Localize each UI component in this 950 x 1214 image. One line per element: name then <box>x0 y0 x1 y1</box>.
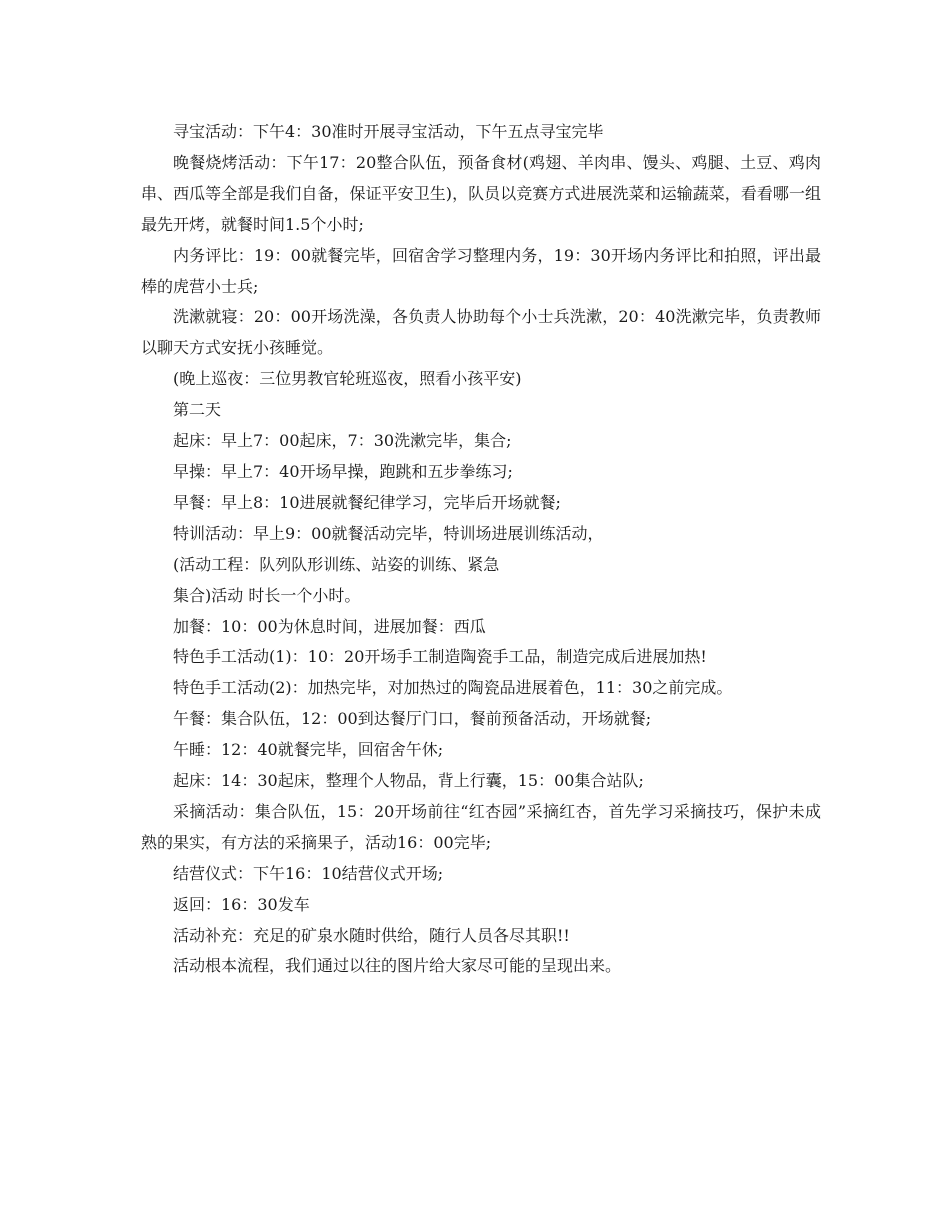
paragraph-treasure-hunt: 寻宝活动：下午4：30准时开展寻宝活动，下午五点寻宝完毕 <box>173 122 604 141</box>
paragraph-closing-ceremony: 结营仪式：下午16：10结营仪式开场; <box>173 863 444 883</box>
paragraph-nap: 午睡：12：40就餐完毕，回宿舍午休; <box>173 740 444 760</box>
paragraph-training-items: (活动工程：队列队形训练、站姿的训练、紧急 <box>173 554 500 574</box>
paragraph-craft-2: 特色手工活动(2)：加热完毕，对加热过的陶瓷品进展着色，11：30之前完成。 <box>173 678 733 698</box>
paragraph-lunch: 午餐：集合队伍，12：00到达餐厅门口，餐前预备活动，开场就餐; <box>173 709 652 729</box>
paragraph-day-two: 第二天 <box>173 400 222 420</box>
paragraph-return: 返回：16：30发车 <box>173 894 310 914</box>
paragraph-wash-bedtime: 洗漱就寝：20：00开场洗澡，各负责人协助每个小士兵洗漱，20：40洗漱完毕，负责教师以聊天方式安抚小孩睡觉。 <box>141 307 821 358</box>
paragraph-snack: 加餐：10：00为休息时间，进展加餐：西瓜 <box>173 616 486 636</box>
paragraph-wake-up: 起床：早上7：00起床，7：30洗漱完毕，集合; <box>173 431 512 451</box>
paragraph-morning-exercise: 早操：早上7：40开场早操，跑跳和五步拳练习; <box>173 461 513 481</box>
paragraph-special-training: 特训活动：早上9：00就餐活动完毕，特训场进展训练活动， <box>173 523 604 543</box>
paragraph-supplement: 活动补充：充足的矿泉水随时供给，随行人员各尽其职!! <box>173 925 570 945</box>
paragraph-dorm-inspection: 内务评比：19：00就餐完毕，回宿舍学习整理内务，19：30开场内务评比和拍照，评出最棒的虎营小士兵; <box>141 245 821 296</box>
document-body <box>141 117 821 982</box>
paragraph-bbq-dinner: 晚餐烧烤活动：下午17：20整合队伍，预备食材(鸡翅、羊肉串、馒头、鸡腿、土豆、鸡肉串、西瓜等全部是我们自备，保证平安卫生)，队员以竞赛方式进展洗菜和运输蔬菜，看看哪一组最先开烤，就餐时间1.5个小时; <box>141 152 821 234</box>
paragraph-night-patrol: (晚上巡夜：三位男教官轮班巡夜，照看小孩平安) <box>173 369 522 389</box>
paragraph-picking: 采摘活动：集合队伍，15：20开场前往“红杏园”采摘红杏，首先学习采摘技巧，保护未成熟的果实，有方法的采摘果子，活动16：00完毕; <box>141 801 821 852</box>
paragraph-summary: 活动根本流程，我们通过以往的图片给大家尽可能的呈现出来。 <box>173 956 622 976</box>
paragraph-training-duration: 集合)活动 时长一个小时。 <box>173 585 361 605</box>
paragraph-craft-1: 特色手工活动(1)：10：20开场手工制造陶瓷手工品，制造完成后进展加热! <box>173 647 707 667</box>
paragraph-breakfast: 早餐：早上8：10进展就餐纪律学习，完毕后开场就餐; <box>173 492 561 512</box>
paragraph-afternoon-wake: 起床：14：30起床，整理个人物品，背上行囊，15：00集合站队; <box>173 771 644 791</box>
